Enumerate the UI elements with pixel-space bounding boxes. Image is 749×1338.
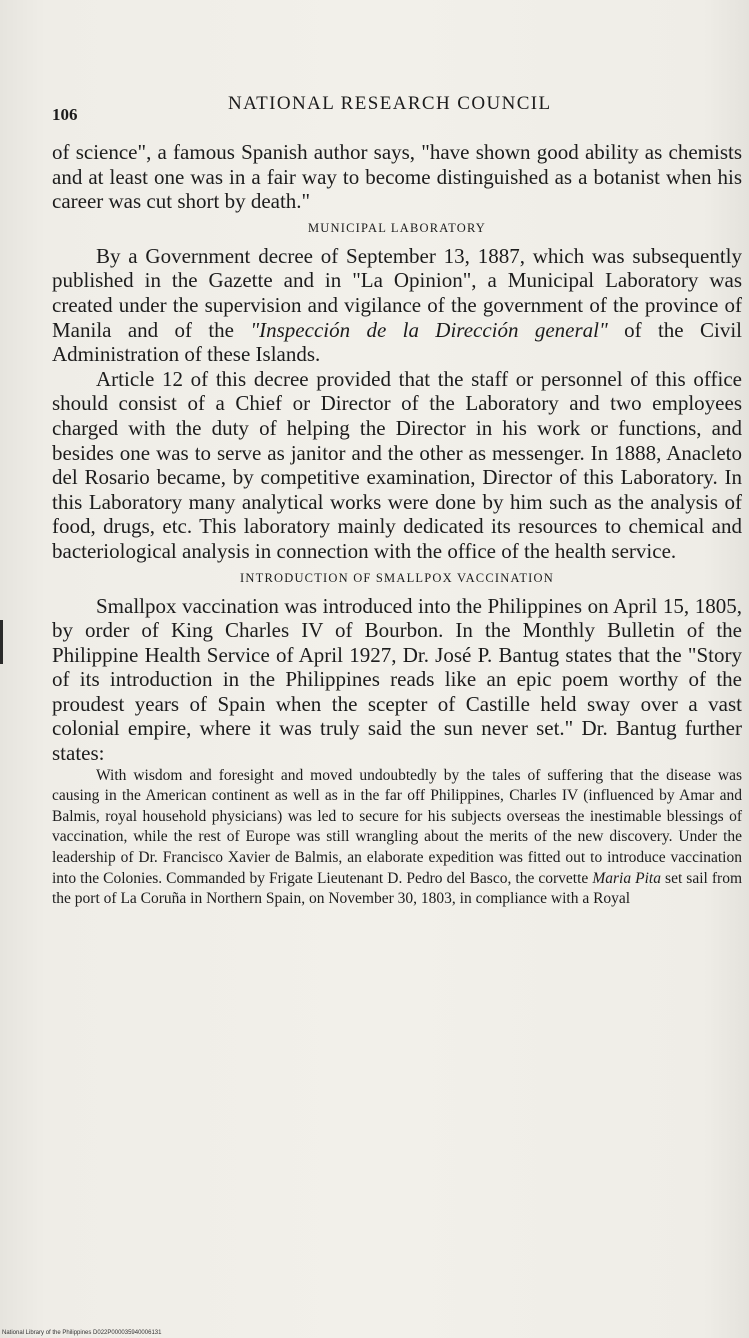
page-number: 106 (52, 105, 78, 124)
section-heading-smallpox-vaccination: INTRODUCTION OF SMALLPOX VACCINATION (240, 570, 554, 585)
body-text (52, 140, 742, 910)
scan-edge-mark (0, 620, 3, 664)
ship-name: Maria Pita (592, 869, 661, 887)
running-title: NATIONAL RESEARCH COUNCIL (228, 93, 552, 114)
section-heading-municipal-laboratory: MUNICIPAL LABORATORY (307, 220, 487, 235)
paragraph-government-decree (52, 244, 742, 367)
block-quote (52, 766, 742, 910)
paragraph-text: of the Civil Administration of these Islands. (52, 317, 742, 367)
quote-text: set sail from the port of La Coruña in Northern Spain, on November 30, 1803, in compliance with a Royal (52, 869, 743, 908)
italic-phrase: "Inspección de la Dirección general" (250, 317, 608, 342)
quote-text: With wisdom and foresight and moved undoubtedly by the tales of suffering that the disease was causing in the American continent as well as in the far off Philippines, Charles IV (influenced by Amar and Balmis, royal household physicians) was led to secure for his subjects overseas the inestimable blessings of vaccination, while the rest of Europe was still wrangling about the merits of the new discovery. Under the leadership of Dr. Francisco Xavier de Balmis, an elaborate expedition was fitted out to introduce vaccination into the Colonies. Commanded by Frigate Lieutenant D. Pedro del Basco, the corvette (52, 766, 742, 887)
running-head (52, 93, 742, 124)
scan-footer-note: National Library of the Philippines D022P000035940006131 (2, 1330, 162, 1336)
paragraph-article-12: Article 12 of this decree provided that the staff or personnel of this office should consist of a Chief or Director of the Laboratory and two employees charged with the duty of helping the Director in his work or functions, and besides one was to serve as janitor and the other as messenger. In 1888, Anacleto del Rosario became, by competitive examination, Director of this Laboratory. In this Laboratory many analytical works were done by him such as the analysis of food, drugs, etc. This laboratory mainly dedicated its resources to chemical and bacteriological analysis in connection with the office of the health service. (52, 366, 742, 563)
paragraph-smallpox: Smallpox vaccination was introduced into the Philippines on April 15, 1805, by order of King Charles IV of Bourbon. In the Monthly Bulletin of the Philippine Health Service of April 1927, Dr. José P. Bantug states that the "Story of its introduction in the Philippines reads like an epic poem worthy of the proudest years of Spain when the scepter of Castille held sway over a vast colonial empire, where it was truly said the sun never set." Dr. Bantug further states: (52, 593, 742, 766)
intro-paragraph: of science", a famous Spanish author says, "have shown good ability as chemists and at least one was in a fair way to become distinguished as a botanist when his career was cut short by death." (52, 140, 742, 214)
paragraph-text: By a Government decree of September 13, 1887, which was subsequently published in the Gazette and in "La Opinion", a Municipal Laboratory was created under the supervision and vigilance of the government of the province of Manila and of the (52, 243, 742, 342)
